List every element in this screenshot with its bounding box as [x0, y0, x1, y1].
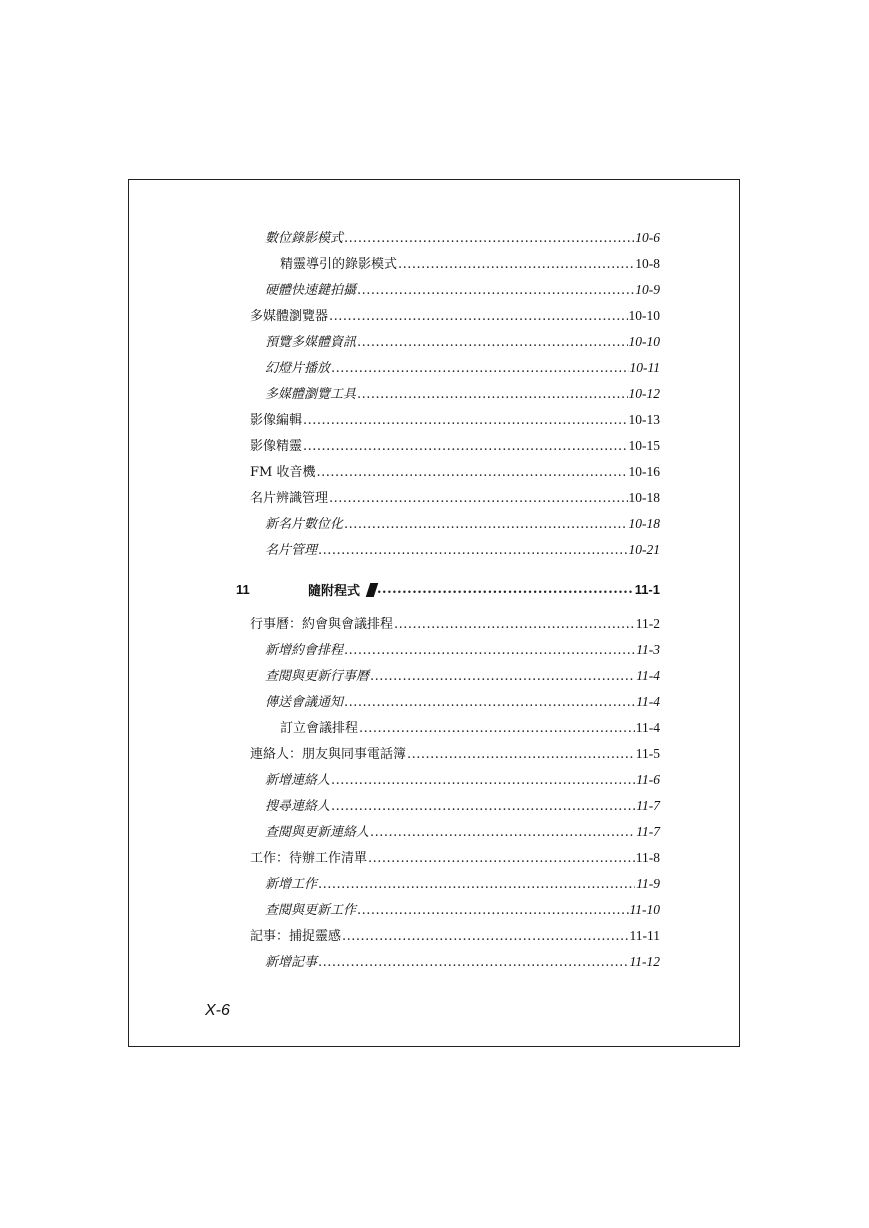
toc-entry-page: 11-5 — [635, 746, 660, 761]
toc-entry-page: 11-8 — [635, 850, 660, 865]
toc-entry[interactable] — [250, 279, 660, 305]
toc-entry[interactable] — [250, 409, 660, 435]
toc-entry-page: 11-10 — [629, 902, 660, 917]
dot-leader — [344, 695, 635, 710]
toc-entry-title: 新名片數位化 — [265, 517, 344, 532]
toc-entry[interactable] — [250, 613, 660, 639]
toc-entry-title: 查閱與更新行事曆 — [265, 669, 370, 684]
chapter-title-text: 隨附程式 — [308, 582, 361, 598]
dot-leader — [318, 955, 628, 970]
toc-entry-page: 11-3 — [636, 642, 660, 657]
chapter-number: 11 — [236, 581, 250, 597]
toc-entry-title: 行事曆：約會與會議排程 — [250, 617, 394, 632]
toc-entry-title: 搜尋連絡人 — [265, 799, 331, 814]
dot-leader — [357, 283, 634, 298]
toc-entry-title: 影像編輯 — [250, 413, 303, 428]
toc-entry[interactable] — [250, 305, 660, 331]
toc-entry-page: 10-21 — [628, 542, 660, 557]
toc-entry-title: 硬體快速鍵拍攝 — [265, 283, 357, 298]
toc-entry[interactable] — [250, 331, 660, 357]
toc-entry-page: 10-10 — [628, 308, 660, 323]
dot-leader — [357, 335, 627, 350]
toc-entry-page: 10-18 — [628, 516, 660, 531]
toc-entry-title: 新增約會排程 — [265, 643, 344, 658]
toc-section-chapter-11 — [250, 613, 660, 977]
dot-leader — [359, 721, 635, 736]
toc-entry-page: 11-9 — [636, 876, 660, 891]
toc-entry[interactable] — [250, 665, 660, 691]
dot-leader — [316, 465, 627, 480]
toc-entry-title: 訂立會議排程 — [280, 721, 359, 736]
page-number-footer: X-6 — [205, 1002, 230, 1019]
toc-entry[interactable] — [250, 795, 660, 821]
dot-leader — [377, 582, 634, 597]
dot-leader — [394, 617, 635, 632]
toc-entry-title: 新增連絡人 — [265, 773, 331, 788]
toc-entry[interactable] — [250, 717, 660, 743]
dot-leader — [303, 439, 627, 454]
toc-entry-page: 10-8 — [635, 256, 660, 271]
table-of-contents — [236, 227, 660, 977]
toc-entry-page: 11-4 — [636, 694, 660, 709]
chapter-page: 11-1 — [634, 581, 660, 597]
toc-entry-page: 10-10 — [628, 334, 660, 349]
chapter-heading[interactable] — [236, 565, 660, 613]
toc-entry-page: 10-6 — [635, 230, 660, 245]
toc-entry[interactable] — [250, 899, 660, 925]
toc-entry[interactable] — [250, 743, 660, 769]
dot-leader — [357, 387, 627, 402]
toc-entry[interactable] — [250, 539, 660, 565]
dot-leader — [318, 877, 635, 892]
toc-entry-title: 數位錄影模式 — [265, 231, 344, 246]
toc-entry-title: 名片管理 — [265, 543, 318, 558]
toc-entry[interactable] — [250, 873, 660, 899]
toc-entry-title: 精靈導引的錄影模式 — [280, 257, 398, 272]
toc-entry-title: 查閱與更新連絡人 — [265, 825, 370, 840]
toc-entry-page: 11-4 — [635, 720, 660, 735]
toc-entry[interactable] — [250, 513, 660, 539]
toc-entry-page: 10-18 — [628, 490, 660, 505]
toc-entry-page: 10-11 — [629, 360, 660, 375]
toc-entry[interactable] — [250, 691, 660, 717]
toc-entry-title: 新增工作 — [265, 877, 318, 892]
dot-leader — [331, 773, 635, 788]
toc-entry-title: 查閱與更新工作 — [265, 903, 357, 918]
toc-entry[interactable] — [250, 357, 660, 383]
chapter-title — [250, 580, 376, 599]
toc-entry-page: 11-4 — [636, 668, 660, 683]
toc-entry-page: 11-12 — [629, 954, 660, 969]
toc-entry[interactable] — [250, 639, 660, 665]
toc-entry-page: 10-15 — [628, 438, 660, 453]
toc-entry-title: FM 收音機 — [250, 465, 316, 480]
toc-entry[interactable] — [250, 951, 660, 977]
toc-entry[interactable] — [250, 821, 660, 847]
dot-leader — [407, 747, 635, 762]
toc-entry[interactable] — [250, 487, 660, 513]
toc-entry-title: 幻燈片播放 — [265, 361, 331, 376]
dot-leader — [318, 543, 627, 558]
dot-leader — [368, 851, 635, 866]
dot-leader — [331, 361, 628, 376]
toc-entry-title: 新增記事 — [265, 955, 318, 970]
dot-leader — [344, 231, 634, 246]
toc-entry-title: 多媒體瀏覽工具 — [265, 387, 357, 402]
toc-entry-page: 11-6 — [636, 772, 660, 787]
dot-leader — [329, 491, 627, 506]
toc-entry[interactable] — [250, 925, 660, 951]
toc-entry-page: 11-7 — [636, 824, 660, 839]
toc-entry[interactable] — [250, 435, 660, 461]
dot-leader — [344, 517, 627, 532]
toc-entry-page: 10-13 — [628, 412, 660, 427]
toc-entry-title: 連絡人：朋友與同事電話簿 — [250, 747, 407, 762]
dot-leader — [329, 309, 627, 324]
toc-entry[interactable] — [250, 847, 660, 873]
toc-entry[interactable] — [250, 461, 660, 487]
toc-entry-page: 11-7 — [636, 798, 660, 813]
toc-entry-page: 10-9 — [635, 282, 660, 297]
toc-entry[interactable] — [250, 253, 660, 279]
dot-leader — [342, 929, 628, 944]
toc-entry-page: 11-2 — [635, 616, 660, 631]
toc-entry-page: 10-16 — [628, 464, 660, 479]
toc-entry-page: 10-12 — [628, 386, 660, 401]
dot-leader — [370, 669, 635, 684]
dot-leader — [344, 643, 635, 658]
toc-entry[interactable] — [250, 769, 660, 795]
toc-entry-title: 記事：捕捉靈感 — [250, 929, 342, 944]
dot-leader — [331, 799, 635, 814]
toc-entry-title: 影像精靈 — [250, 439, 303, 454]
dot-leader — [357, 903, 628, 918]
toc-entry[interactable] — [250, 227, 660, 253]
dot-leader — [370, 825, 635, 840]
toc-entry-page: 11-11 — [629, 928, 660, 943]
dot-leader — [398, 257, 634, 272]
toc-entry-title: 名片辨識管理 — [250, 491, 329, 506]
dot-leader — [303, 413, 627, 428]
toc-entry[interactable] — [250, 383, 660, 409]
toc-entry-title: 多媒體瀏覽器 — [250, 309, 329, 324]
toc-entry-title: 工作：待辦工作清單 — [250, 851, 368, 866]
toc-section-chapter-10 — [250, 227, 660, 565]
toc-entry-title: 傳送會議通知 — [265, 695, 344, 710]
toc-entry-title: 預覽多媒體資訊 — [265, 335, 357, 350]
